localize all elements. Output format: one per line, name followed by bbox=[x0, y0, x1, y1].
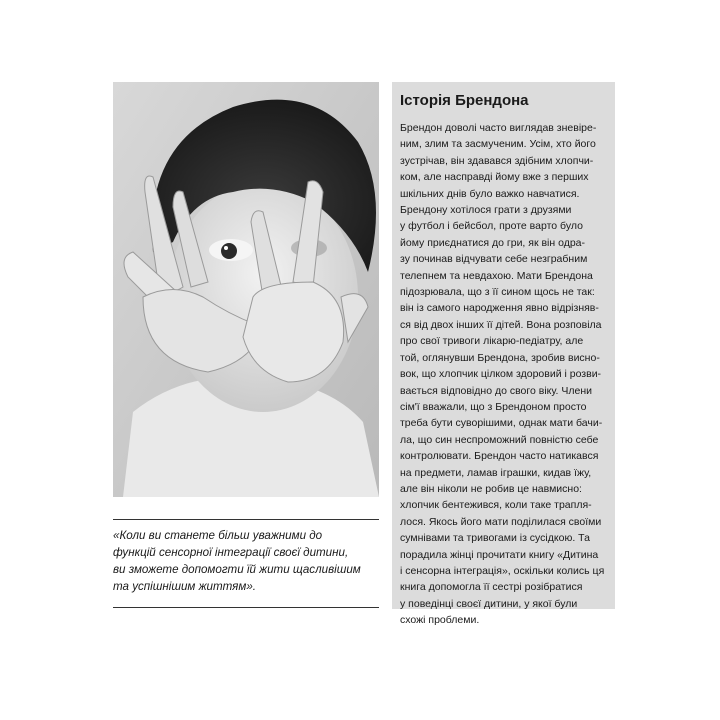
sidebar-line: книга допомогла її сестрі розібратися bbox=[400, 581, 583, 594]
sidebar-line: зу починав відчувати себе незграбним bbox=[400, 253, 588, 266]
child-photo-illustration bbox=[113, 82, 379, 497]
sidebar-line: він із самого народження явно відрізняв- bbox=[400, 302, 599, 315]
sidebar-line: вається відповідно до свого віку. Члени bbox=[400, 384, 593, 397]
sidebar-line: про свої тривоги лікарю-педіатру, але bbox=[400, 335, 584, 348]
sidebar-line: ла, що син неспроможний повністю себе bbox=[400, 433, 599, 446]
sidebar-line: треба бути суворішими, однак мати бачи- bbox=[400, 417, 603, 430]
sidebar-line: ком, але насправді йому вже з перших bbox=[400, 171, 589, 184]
pull-quote bbox=[113, 527, 385, 595]
sidebar-body-text bbox=[400, 120, 612, 629]
sidebar-line: Брендон доволі часто виглядав зневіре- bbox=[400, 122, 597, 134]
sidebar-line: йому приєднатися до гри, як він одра- bbox=[400, 236, 586, 249]
sidebar-line: на предмети, ламав іграшки, кидав їжу, bbox=[400, 466, 592, 479]
sidebar-line: порадила жінці прочитати книгу «Дитина bbox=[400, 548, 599, 561]
sidebar-line: схожі проблеми. bbox=[400, 614, 480, 627]
sidebar-line: ся від двох інших її дітей. Вона розповіла bbox=[400, 318, 602, 331]
sidebar-line: вок, що хлопчик цілком здоровий і розви- bbox=[400, 368, 602, 381]
sidebar-line: контролювати. Брендон часто натикався bbox=[400, 450, 599, 463]
quote-line: та успішнішим життям». bbox=[113, 580, 256, 593]
child-photo bbox=[113, 82, 379, 497]
sidebar-line: зустрічав, він здавався здібним хлопчи- bbox=[400, 154, 594, 167]
sidebar-line: сім'ї вважали, що з Брендоном просто bbox=[400, 400, 587, 413]
sidebar-line: Брендону хотілося грати з друзями bbox=[400, 204, 572, 217]
sidebar-line: шкільних днів було важко навчатися. bbox=[400, 187, 580, 200]
sidebar-title: Історія Брендона bbox=[400, 92, 529, 109]
quote-line: «Коли ви станете більш уважними до bbox=[113, 529, 323, 542]
sidebar-line: хлопчик бентежився, коли таке трапля- bbox=[400, 499, 592, 512]
sidebar-line: той, оглянувши Брендона, зробив виснo- bbox=[400, 351, 600, 364]
sidebar-line: підозрювала, що з її сином щось не так: bbox=[400, 286, 595, 299]
quote-top-divider bbox=[113, 519, 379, 520]
sidebar-line: лося. Якось його мати поділилася своїми bbox=[400, 515, 602, 528]
sidebar-line: і сенсорна інтеграція», оскільки колись ця bbox=[400, 564, 605, 577]
sidebar-line: телепнем та невдахою. Мати Брендона bbox=[400, 269, 593, 282]
sidebar-line: сумнівами та тривогами із сусідкою. Та bbox=[400, 532, 590, 545]
sidebar-line: у футбол і бейсбол, проте варто було bbox=[400, 220, 583, 233]
sidebar-line: у поведінці своєї дитини, у якої були bbox=[400, 597, 578, 610]
quote-line: функцій сенсорної інтеграції своєї дитини, bbox=[113, 546, 349, 559]
sidebar-line: ним, злим та засмученим. Усім, хто його bbox=[400, 138, 596, 151]
quote-bottom-divider bbox=[113, 607, 379, 608]
quote-line: ви зможете допомогти їй жити щасливішим bbox=[113, 563, 361, 576]
sidebar-line: але він ніколи не робив це навмисно: bbox=[400, 482, 582, 495]
